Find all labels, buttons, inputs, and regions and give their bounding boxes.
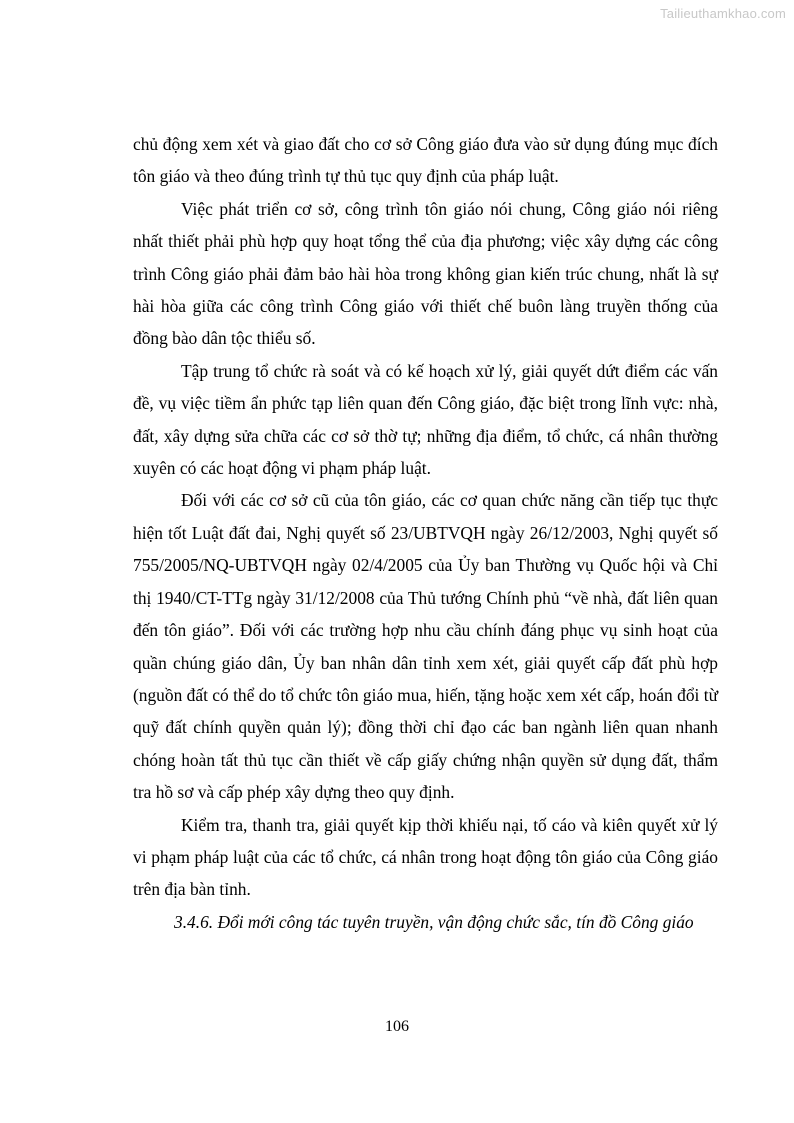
document-body: [133, 128, 718, 938]
watermark: Tailieuthamkhao.com: [660, 6, 786, 21]
paragraph: Tập trung tổ chức rà soát và có kế hoạch xử lý, giải quyết dứt điểm các vấn đề, vụ việc tiềm ẩn phức tạp liên quan đến Công giáo, đặc biệt trong lĩnh vực: nhà, đất, xây dựng sửa chữa các cơ sở thờ tự; những địa điểm, tổ chức, cá nhân thường xuyên có các hoạt động vi phạm pháp luật.: [133, 360, 718, 479]
paragraph: Kiểm tra, thanh tra, giải quyết kịp thời khiếu nại, tố cáo và kiên quyết xử lý vi phạm pháp luật của các tổ chức, cá nhân trong hoạt động tôn giáo của Công giáo trên địa bàn tỉnh.: [133, 814, 718, 900]
page-number: 106: [385, 1018, 409, 1035]
paragraph: Đối với các cơ sở cũ của tôn giáo, các cơ quan chức năng cần tiếp tục thực hiện tốt Luật đất đai, Nghị quyết số 23/UBTVQH ngày 26/12/2003, Nghị quyết số 755/2005/NQ-UBTVQH ngày 02/4/2005 của Ủy ban Thường vụ Quốc hội và Chỉ thị 1940/CT-TTg ngày 31/12/2008 của Thủ tướng Chính phủ “về nhà, đất liên quan đến tôn giáo”. Đối với các trường hợp nhu cầu chính đáng phục vụ sinh hoạt của quần chúng giáo dân, Ủy ban nhân dân tỉnh xem xét, giải quyết cấp đất phù hợp (nguồn đất có thể do tổ chức tôn giáo mua, hiến, tặng hoặc xem xét cấp, hoán đổi từ quỹ đất chính quyền quản lý); đồng thời chỉ đạo các ban ngành liên quan nhanh chóng hoàn tất thủ tục cần thiết về cấp giấy chứng nhận quyền sử dụng đất, thẩm tra hồ sơ và cấp phép xây dựng theo quy định.: [133, 490, 718, 803]
paragraph: Việc phát triển cơ sở, công trình tôn giáo nói chung, Công giáo nói riêng nhất thiết phải phù hợp quy hoạt tổng thể của địa phương; việc xây dựng các công trình Công giáo phải đảm bảo hài hòa trong không gian kiến trúc chung, nhất là sự hài hòa giữa các công trình Công giáo với thiết chế buôn làng truyền thống của đồng bào dân tộc thiểu số.: [133, 198, 718, 349]
paragraph-continuation: chủ động xem xét và giao đất cho cơ sở Công giáo đưa vào sử dụng đúng mục đích tôn giáo và theo đúng trình tự thủ tục quy định của pháp luật.: [133, 134, 718, 187]
section-heading: 3.4.6. Đổi mới công tác tuyên truyền, vận động chức sắc, tín đồ Công giáo: [174, 911, 694, 932]
